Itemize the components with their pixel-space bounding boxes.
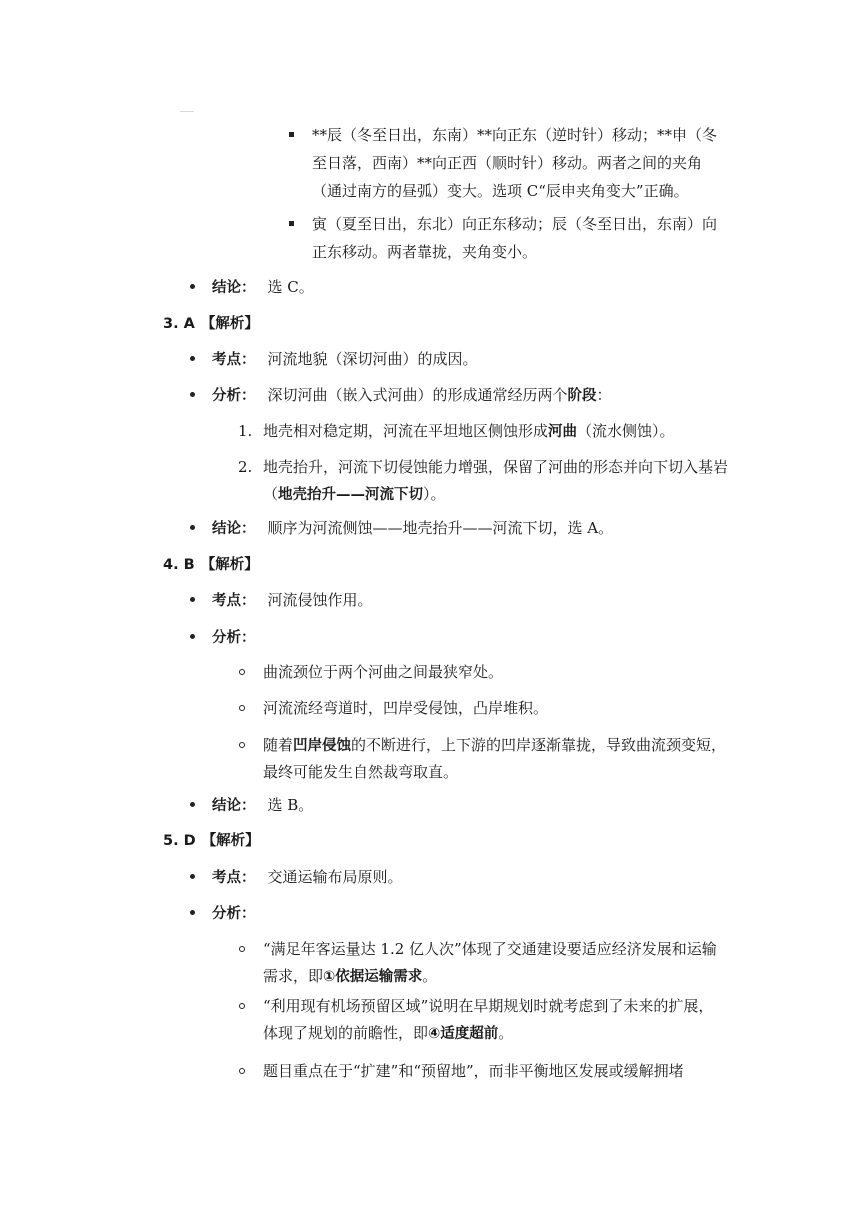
list-bold: 河曲 — [548, 424, 578, 440]
text-line: **辰（冬至日出，东南）**向正东（逆时针）移动；**申（冬 — [312, 126, 718, 144]
conclusion — [212, 277, 314, 298]
bullet-icon — [190, 525, 195, 530]
list-item-cont — [263, 484, 446, 505]
fenxi-label: 分析： — [212, 906, 256, 922]
conclusion-label: 结论： — [212, 280, 256, 296]
conclusion-label: 结论： — [212, 521, 256, 537]
fenxi — [212, 903, 256, 924]
bullet-icon — [190, 356, 195, 361]
list-item — [263, 421, 675, 442]
text-line: 寅（夏至日出，东北）向正东移动；辰（冬至日出，东南）向 — [312, 215, 718, 233]
text-line: （通过南方的昼弧）变大。选项 C“辰申夹角变大”正确。 — [312, 182, 689, 200]
fenxi-label: 分析： — [212, 388, 256, 404]
bullet-icon — [190, 634, 195, 639]
list-item — [263, 735, 726, 756]
bullet-icon — [190, 597, 195, 602]
list-bold: ④适度超前 — [428, 1026, 499, 1042]
list-item-cont: 最终可能发生自然裁弯取直。 — [263, 763, 459, 781]
text-line: 正东移动。两者靠拢，夹角变小。 — [312, 243, 538, 261]
list-text: 地壳相对稳定期，河流在平坦地区侧蚀形成 — [263, 422, 549, 440]
analysis-tag: 【解析】 — [201, 833, 260, 849]
list-bold: ①依据运输需求 — [323, 969, 423, 985]
kaodian-label: 考点： — [212, 593, 256, 609]
list-text: （ — [263, 485, 279, 503]
circle-bullet-icon — [239, 1003, 245, 1009]
list-item: 曲流颈位于两个河曲之间最狭窄处。 — [263, 663, 504, 681]
conclusion-text: 顺序为河流侧蚀——地壳抬升——河流下切，选 A。 — [267, 519, 614, 537]
answer-number: 4. B — [163, 557, 195, 573]
analysis-tag: 【解析】 — [200, 316, 259, 332]
fenxi-text: ： — [596, 386, 612, 404]
list-text: 。 — [422, 967, 438, 985]
list-item: 地壳抬升，河流下切侵蚀能力增强，保留了河曲的形态并向下切入基岩 — [263, 458, 729, 476]
circle-bullet-icon — [239, 946, 245, 952]
list-text: ）。 — [423, 485, 446, 503]
list-text: 的不断进行，上下游的凹岸逐渐靠拢，导致曲流颈变短， — [351, 736, 727, 754]
fenxi — [212, 627, 256, 648]
bullet-icon — [190, 802, 195, 807]
list-text: 。 — [498, 1024, 514, 1042]
square-bullet-icon — [289, 132, 294, 137]
list-item: 河流流经弯道时，凹岸受侵蚀，凸岸堆积。 — [263, 699, 549, 717]
kaodian-text: 河流侵蚀作用。 — [267, 591, 373, 609]
circle-bullet-icon — [239, 1068, 245, 1074]
kaodian-label: 考点： — [212, 870, 256, 886]
bullet-icon — [190, 392, 195, 397]
bullet-icon — [190, 874, 195, 879]
kaodian — [212, 590, 373, 611]
section-heading — [163, 830, 260, 851]
answer-number: 5. D — [163, 833, 196, 849]
fenxi-text: 深切河曲（嵌入式河曲）的形成通常经历两个 — [267, 386, 568, 404]
list-item: 题目重点在于“扩建”和“预留地”，而非平衡地区发展或缓解拥堵 — [263, 1062, 684, 1080]
circle-bullet-icon — [239, 742, 245, 748]
square-bullet-icon — [289, 221, 294, 226]
list-bold: 地壳抬升——河流下切 — [278, 487, 424, 503]
list-item: “满足年客运量达 1.2 亿人次”体现了交通建设要适应经济发展和运输 — [263, 940, 717, 958]
text-line: 至日落，西南）**向正西（顺时针）移动。两者之间的夹角 — [312, 154, 703, 172]
list-item: “利用现有机场预留区域”说明在早期规划时就考虑到了未来的扩展， — [263, 997, 714, 1015]
conclusion-text: 选 B。 — [267, 796, 314, 814]
conclusion — [212, 795, 313, 816]
circle-bullet-icon — [239, 705, 245, 711]
conclusion-label: 结论： — [212, 798, 256, 814]
conclusion-text: 选 C。 — [267, 278, 314, 296]
analysis-tag: 【解析】 — [200, 557, 259, 573]
list-text: 体现了规划的前瞻性，即 — [263, 1024, 429, 1042]
section-heading — [163, 313, 259, 334]
list-number: 1. — [238, 422, 253, 440]
list-number: 2. — [238, 458, 253, 476]
kaodian — [212, 867, 403, 888]
answer-number: 3. A — [163, 316, 195, 332]
fenxi-bold: 阶段 — [567, 388, 597, 404]
list-text: （流水侧蚀）。 — [577, 422, 675, 440]
header-rule — [180, 111, 194, 112]
list-text: 随着 — [263, 736, 294, 754]
kaodian — [212, 349, 478, 370]
fenxi-label: 分析： — [212, 630, 256, 646]
bullet-icon — [190, 284, 195, 289]
fenxi — [212, 385, 612, 406]
circle-bullet-icon — [239, 669, 245, 675]
list-item-cont — [263, 966, 437, 987]
bullet-icon — [190, 910, 195, 915]
kaodian-text: 河流地貌（深切河曲）的成因。 — [267, 350, 478, 368]
kaodian-text: 交通运输布局原则。 — [267, 868, 403, 886]
list-bold: 凹岸侵蚀 — [293, 738, 352, 754]
conclusion — [212, 518, 613, 539]
list-text: 需求，即 — [263, 967, 324, 985]
kaodian-label: 考点： — [212, 352, 256, 368]
section-heading — [163, 554, 259, 575]
list-item-cont — [263, 1023, 513, 1044]
